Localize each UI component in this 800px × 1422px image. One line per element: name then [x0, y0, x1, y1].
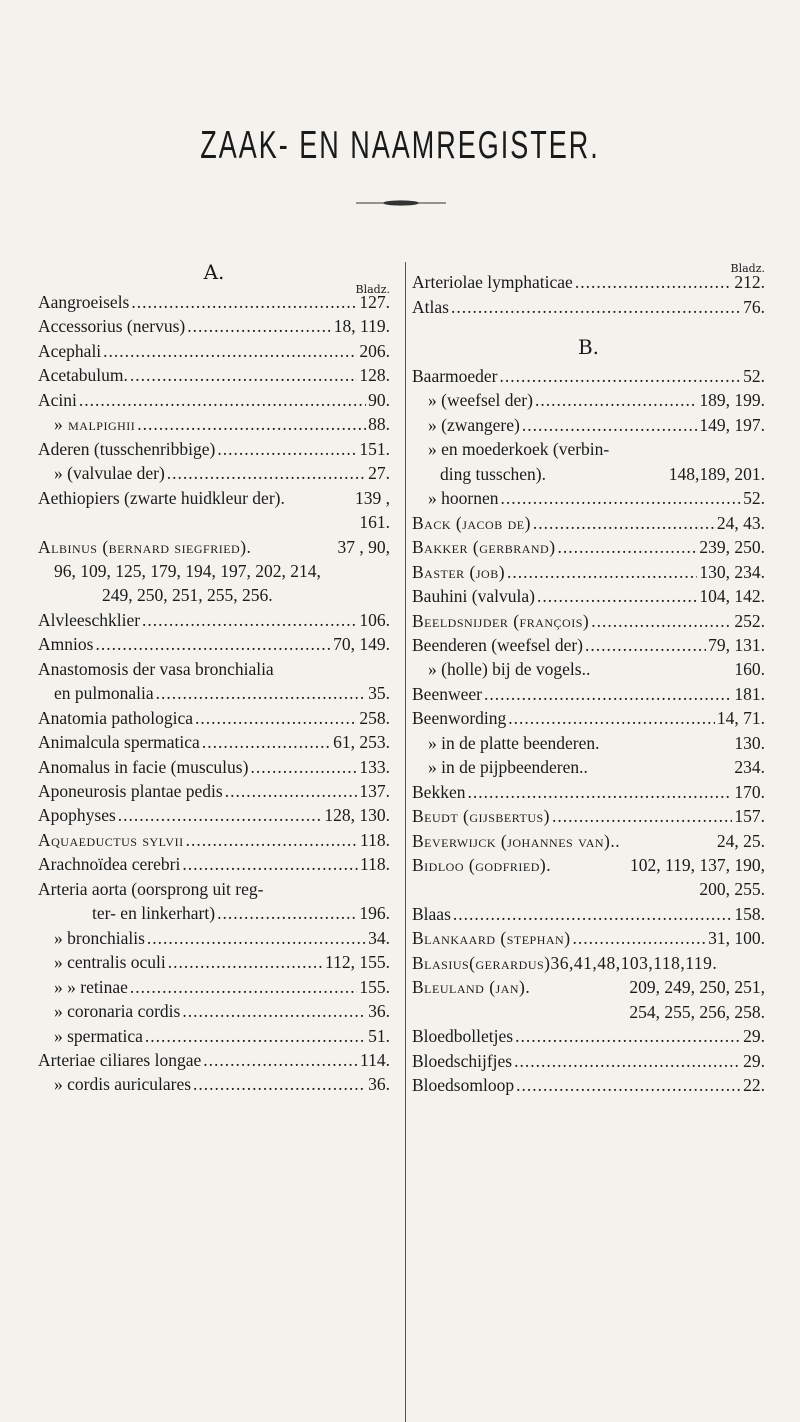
index-entry: [38, 560, 390, 582]
index-entry: [412, 1050, 765, 1072]
leader-dots: [575, 271, 733, 293]
entry-term: Arteria aorta (oorsprong uit reg-: [38, 878, 264, 899]
index-entry: [412, 634, 765, 656]
leader-dots: [573, 927, 707, 949]
leader-dots: [514, 1050, 741, 1072]
entry-term: » (valvulae der): [54, 463, 165, 484]
entry-term: Aangroeisels: [38, 292, 130, 312]
leader-dots: [202, 731, 331, 753]
leader-dots: [182, 1000, 366, 1022]
leader-dots: [558, 536, 698, 558]
index-entry: [38, 609, 390, 631]
entry-term: Bleuland (jan).: [412, 977, 531, 998]
entry-term: Apophyses: [38, 805, 116, 826]
leader-dots: [130, 364, 357, 386]
leader-dots: [182, 853, 358, 875]
index-entry: [38, 487, 390, 509]
leader-dots: [131, 291, 357, 313]
entry-pages: 102, 119, 137, 190,: [630, 855, 765, 875]
index-entry: [412, 732, 765, 754]
index-entry: [38, 1073, 390, 1095]
entry-term: » cordis auriculares: [54, 1074, 192, 1095]
entry-pages: 24, 43.: [716, 512, 765, 533]
entry-pages: 61, 253.: [333, 732, 390, 753]
index-entry: [412, 463, 765, 485]
entry-pages: 52.: [743, 488, 765, 509]
index-entry: [38, 780, 390, 802]
entry-term: Arteriae ciliares longae: [38, 1049, 202, 1070]
index-entry: [412, 1001, 765, 1023]
entry-term: Arteriolae lymphaticae: [412, 272, 573, 292]
index-entry: [412, 536, 765, 558]
entry-pages: 118.: [360, 829, 390, 850]
leader-dots: [79, 389, 366, 411]
entry-pages: 76.: [743, 296, 765, 317]
leader-dots: [507, 561, 697, 583]
index-entry: [412, 487, 765, 509]
index-entry: [38, 340, 390, 362]
entry-term: » malpighii: [54, 414, 136, 435]
leader-dots: [195, 707, 357, 729]
entry-pages: 36.: [368, 1001, 390, 1022]
entry-term: en pulmonalia: [54, 683, 154, 704]
entry-pages: 149, 197.: [699, 414, 765, 435]
index-entry: [38, 389, 390, 411]
entry-pages: 209, 249, 250, 251,: [629, 977, 765, 998]
entry-pages: 27.: [368, 463, 390, 484]
entry-term: ding tusschen).: [440, 463, 546, 484]
entry-term: Atlas: [412, 296, 449, 317]
entry-pages: 212.: [734, 272, 765, 292]
entry-pages: 18, 119.: [333, 316, 390, 337]
entry-term: Aquaeductus sylvii: [38, 829, 184, 850]
entry-pages: 37 , 90,: [337, 536, 390, 557]
section-heading-a: A.: [203, 260, 225, 284]
leader-dots: [167, 462, 366, 484]
entry-pages: 127.: [359, 292, 390, 312]
leader-dots: [535, 389, 697, 411]
entry-pages: 31, 100.: [708, 928, 765, 949]
entry-term: Albinus (bernard siegfried).: [38, 536, 252, 557]
entry-pages: 128.: [359, 365, 390, 386]
entry-term: » bronchialis: [54, 927, 145, 948]
index-entry: [412, 561, 765, 583]
index-entry: [38, 584, 390, 606]
index-entry: [38, 756, 390, 778]
entry-term: Aderen (tusschenribbige): [38, 438, 216, 459]
leader-dots: [451, 296, 741, 318]
entry-pages: 258.: [359, 707, 390, 728]
leader-dots: [137, 413, 366, 435]
index-entry: [38, 291, 390, 313]
entry-pages: 148,189, 201.: [668, 463, 765, 484]
entry-pages: 239, 250.: [699, 537, 765, 558]
entry-term: Arachnoïdea cerebri: [38, 854, 181, 875]
entry-pages: 29.: [743, 1050, 765, 1071]
entry-pages: 157.: [734, 806, 765, 827]
index-entry: [38, 951, 390, 973]
leader-dots: [203, 1049, 358, 1071]
entry-term: ter- en linkerhart): [92, 903, 216, 924]
entry-pages: 137.: [359, 781, 390, 801]
leader-dots: [537, 585, 697, 607]
entry-pages: 130.: [734, 732, 765, 753]
index-entry: [38, 1049, 390, 1071]
index-entry: [38, 804, 390, 826]
leader-dots: [522, 414, 698, 436]
index-entry: [38, 829, 390, 851]
index-entry: [412, 1025, 765, 1047]
index-entry: [412, 707, 765, 729]
index-entry: [412, 1074, 765, 1096]
leader-dots: [500, 365, 742, 387]
leader-dots: [508, 707, 715, 729]
index-entry: [38, 927, 390, 949]
entry-term: » en moederkoek (verbin-: [428, 439, 610, 460]
entry-pages: 106.: [359, 609, 390, 630]
entry-term: Accessorius (nervus): [38, 316, 186, 337]
index-entry: [412, 952, 765, 974]
leader-dots: [500, 487, 741, 509]
index-entry: [38, 438, 390, 460]
index-entry: [38, 364, 390, 386]
index-entry: [38, 1000, 390, 1022]
entry-term: Aethiopiers (zwarte huidkleur der).: [38, 487, 285, 508]
index-entry: [38, 1025, 390, 1047]
index-entry: [412, 512, 765, 534]
leader-dots: [168, 951, 323, 973]
leader-dots: [533, 512, 715, 534]
entry-pages: 158.: [734, 903, 765, 924]
entry-term: Bekken: [412, 781, 466, 802]
entry-pages: 181.: [734, 683, 765, 704]
leader-dots: [95, 633, 331, 655]
entry-term: Bloedsomloop: [412, 1075, 515, 1096]
index-entry: [412, 903, 765, 925]
entry-term: » spermatica: [54, 1025, 143, 1046]
ornament-rule: [356, 200, 446, 206]
leader-dots: [516, 1074, 741, 1096]
entry-pages: 14, 71.: [716, 708, 765, 729]
index-entry: [412, 927, 765, 949]
index-entry: [38, 315, 390, 337]
entry-pages: 200, 255.: [699, 879, 765, 900]
entry-term: » coronaria cordis: [54, 1001, 181, 1022]
entry-term: Anatomia pathologica: [38, 707, 194, 728]
index-entry: [38, 707, 390, 729]
entry-pages: 254, 255, 256, 258.: [629, 1001, 765, 1022]
leader-dots: [484, 683, 732, 705]
index-entry: [412, 830, 765, 852]
entry-pages: 155.: [359, 976, 390, 997]
leader-dots: [187, 315, 332, 337]
index-entry: [412, 610, 765, 632]
leader-dots: [118, 804, 323, 826]
index-entry: [38, 853, 390, 875]
entry-term: Acini: [38, 389, 77, 410]
entry-pages: 114.: [360, 1049, 390, 1070]
entry-pages: 35.: [368, 683, 390, 704]
index-entry: [412, 683, 765, 705]
index-entry: [38, 536, 390, 558]
index-entry: [412, 585, 765, 607]
entry-pages: 79, 131.: [708, 634, 765, 655]
entry-term: Bidloo (godfried).: [412, 855, 552, 875]
entry-term: Bakker (gerbrand): [412, 537, 556, 558]
index-entry: [412, 658, 765, 680]
entry-pages: 90.: [368, 389, 390, 410]
entry-term: Beudt (gijsbertus): [412, 806, 550, 827]
entry-term: Anastomosis der vasa bronchialia: [38, 658, 274, 679]
leader-dots: [217, 902, 357, 924]
entry-pages: 104, 142.: [699, 586, 765, 607]
entry-term: Blasius(gerardus)36,41,48,103,118,119.: [412, 952, 718, 973]
index-entry: [412, 365, 765, 387]
entry-pages: 252.: [734, 610, 765, 631]
entry-term: » (zwangere): [428, 414, 520, 435]
index-entry: [412, 976, 765, 998]
entry-term: Baarmoeder: [412, 366, 498, 386]
entry-pages: 133.: [359, 756, 390, 777]
leader-dots: [552, 805, 732, 827]
page-title: ZAAK- EN NAAMREGISTER.: [200, 123, 600, 167]
entry-pages: 51.: [368, 1025, 390, 1046]
leader-dots: [217, 438, 357, 460]
entry-pages: 22.: [743, 1075, 765, 1096]
entry-term: » (weefsel der): [428, 390, 533, 411]
entry-pages: 189, 199.: [699, 390, 765, 411]
entry-term: Beverwijck (johannes van)..: [412, 830, 621, 851]
leader-dots: [515, 1025, 741, 1047]
entry-pages: 151.: [359, 438, 390, 459]
leader-dots: [591, 610, 732, 632]
leader-dots: [250, 756, 357, 778]
entry-term: Baster (job): [412, 561, 506, 582]
entry-term: Acetabulum.: [38, 365, 128, 386]
leader-dots: [453, 903, 732, 925]
entry-term: » centralis oculi: [54, 952, 166, 973]
leader-dots: [193, 1073, 366, 1095]
entry-pages: 52.: [743, 366, 765, 386]
entry-pages: 36.: [368, 1074, 390, 1095]
index-entry: [412, 438, 765, 460]
index-entry: [38, 511, 390, 533]
entry-term: Bauhini (valvula): [412, 586, 535, 607]
entry-pages: 24, 25.: [716, 830, 765, 851]
leader-dots: [147, 927, 366, 949]
entry-term: Anomalus in facie (musculus): [38, 756, 249, 777]
entry-term: 96, 109, 125, 179, 194, 197, 202, 214,: [54, 560, 321, 581]
index-entry: [412, 271, 765, 293]
entry-term: Back (jacob de): [412, 512, 531, 533]
leader-dots: [145, 1025, 366, 1047]
entry-term: Bloedschijfjes: [412, 1050, 513, 1071]
index-entry: [38, 413, 390, 435]
section-heading-b: B.: [577, 335, 600, 359]
index-entry: [38, 878, 390, 900]
bladz-label: Bladz.: [355, 283, 390, 296]
leader-dots: [103, 340, 357, 362]
entry-pages: 161.: [359, 512, 390, 533]
entry-pages: 196.: [359, 903, 390, 924]
entry-pages: 130, 234.: [699, 561, 765, 582]
leader-dots: [225, 780, 358, 802]
entry-term: Beenderen (weefsel der): [412, 634, 584, 655]
entry-term: » hoornen: [428, 488, 499, 509]
entry-pages: 139 ,: [355, 487, 390, 508]
entry-pages: 234.: [734, 757, 765, 778]
entry-term: 249, 250, 251, 255, 256.: [102, 585, 273, 606]
leader-dots: [142, 609, 357, 631]
entry-term: » in de pijpbeenderen..: [428, 757, 588, 778]
entry-term: Acephali: [38, 340, 102, 361]
entry-pages: 160.: [734, 659, 765, 680]
index-entry: [38, 462, 390, 484]
index-entry: [412, 414, 765, 436]
index-entry: [38, 633, 390, 655]
index-entry: [38, 976, 390, 998]
entry-term: » in de platte beenderen.: [428, 732, 600, 753]
entry-pages: 34.: [368, 927, 390, 948]
index-entry: [412, 805, 765, 827]
entry-term: Amnios: [38, 634, 94, 655]
leader-dots: [156, 682, 366, 704]
bladz-label: Bladz.: [730, 262, 765, 275]
leader-dots: [467, 781, 732, 803]
entry-term: » » retinae: [54, 976, 128, 997]
entry-pages: 29.: [743, 1026, 765, 1047]
index-entry: [412, 854, 765, 876]
entry-pages: 206.: [359, 340, 390, 361]
entry-term: Blaas: [412, 903, 451, 924]
index-entry: [412, 296, 765, 318]
entry-pages: 88.: [368, 414, 390, 435]
index-entry: [412, 389, 765, 411]
entry-pages: 112, 155.: [325, 952, 390, 973]
entry-pages: 128, 130.: [324, 805, 390, 826]
column-divider: [405, 262, 406, 1422]
leader-dots: [186, 829, 358, 851]
entry-term: Blankaard (stephan): [412, 928, 571, 949]
entry-term: Beeldsnijder (françois): [412, 610, 590, 631]
index-entry: [38, 731, 390, 753]
leader-dots: [585, 634, 706, 656]
index-entry: [412, 756, 765, 778]
leader-dots: [130, 976, 358, 998]
index-entry: [38, 658, 390, 680]
index-entry: [38, 902, 390, 924]
entry-pages: 70, 149.: [333, 634, 390, 655]
entry-term: Bloedbolletjes: [412, 1026, 514, 1047]
index-entry: [38, 682, 390, 704]
entry-term: Beenwording: [412, 708, 507, 729]
entry-term: Animalcula spermatica: [38, 732, 200, 753]
entry-term: » (holle) bij de vogels..: [428, 659, 591, 680]
index-entry: [412, 878, 765, 900]
entry-pages: 170.: [734, 781, 765, 802]
entry-term: Alvleeschklier: [38, 609, 141, 630]
index-entry: [412, 781, 765, 803]
entry-pages: 118.: [360, 854, 390, 875]
entry-term: Aponeurosis plantae pedis: [38, 781, 223, 801]
entry-term: Beenweer: [412, 683, 482, 704]
